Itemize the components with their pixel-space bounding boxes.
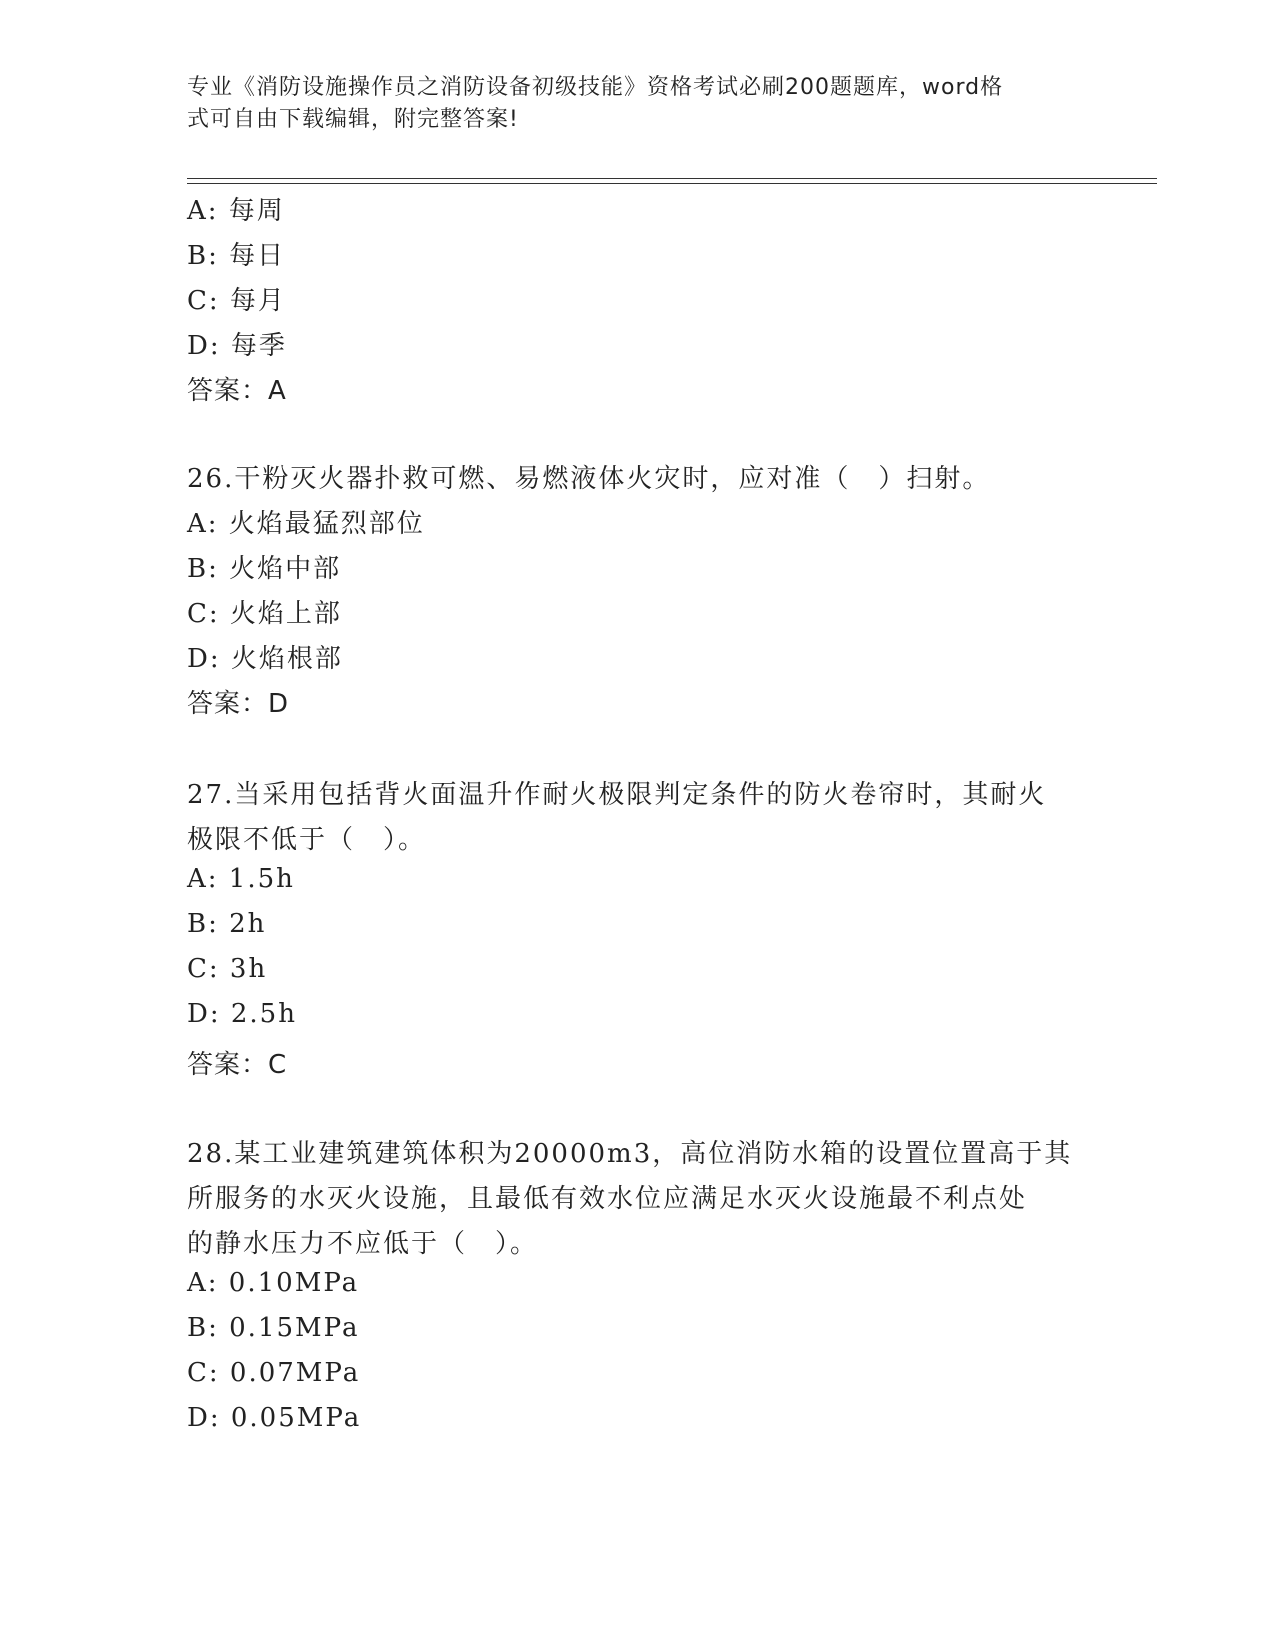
header-divider-bottom <box>187 183 1157 184</box>
question-stem: 26.干粉灭火器扑救可燃、易燃液体火灾时，应对准（ ）扫射。 <box>187 464 991 494</box>
option-c: C: 0.07MPa <box>187 1358 361 1388</box>
question-stem: 28.某工业建筑建筑体积为20000m3，高位消防水箱的设置位置高于其 <box>187 1139 1073 1169</box>
option-d: D: 2.5h <box>187 999 297 1029</box>
option-d: D: 每季 <box>187 331 287 361</box>
option-b: B: 火焰中部 <box>187 554 342 584</box>
option-b: B: 2h <box>187 909 267 939</box>
answer-text: 答案：D <box>187 689 290 719</box>
option-d: D: 火焰根部 <box>187 644 343 674</box>
option-a: A: 0.10MPa <box>187 1268 360 1298</box>
option-b: B: 0.15MPa <box>187 1313 360 1343</box>
option-a: A: 每周 <box>187 196 285 226</box>
question-stem-cont: 的静水压力不应低于（ ）。 <box>187 1229 539 1259</box>
option-c: C: 每月 <box>187 286 286 316</box>
answer-text: 答案：C <box>187 1050 288 1080</box>
answer-text: 答案：A <box>187 376 287 406</box>
question-stem-cont: 所服务的水灭火设施，且最低有效水位应满足水灭火设施最不利点处 <box>187 1184 1028 1214</box>
option-b: B: 每日 <box>187 241 286 271</box>
question-stem: 27.当采用包括背火面温升作耐火极限判定条件的防火卷帘时，其耐火 <box>187 780 1047 810</box>
option-a: A: 火焰最猛烈部位 <box>187 509 425 539</box>
document-header <box>187 72 1067 136</box>
header-line-1: 专业《消防设施操作员之消防设备初级技能》资格考试必刷200题题库，word格 <box>187 75 1004 100</box>
option-a: A: 1.5h <box>187 864 295 894</box>
header-divider-top <box>187 178 1157 179</box>
question-stem-cont: 极限不低于（ ）。 <box>187 825 427 855</box>
option-c: C: 3h <box>187 954 268 984</box>
header-line-2: 式可自由下载编辑，附完整答案! <box>187 107 519 132</box>
option-d: D: 0.05MPa <box>187 1403 362 1433</box>
option-c: C: 火焰上部 <box>187 599 342 629</box>
